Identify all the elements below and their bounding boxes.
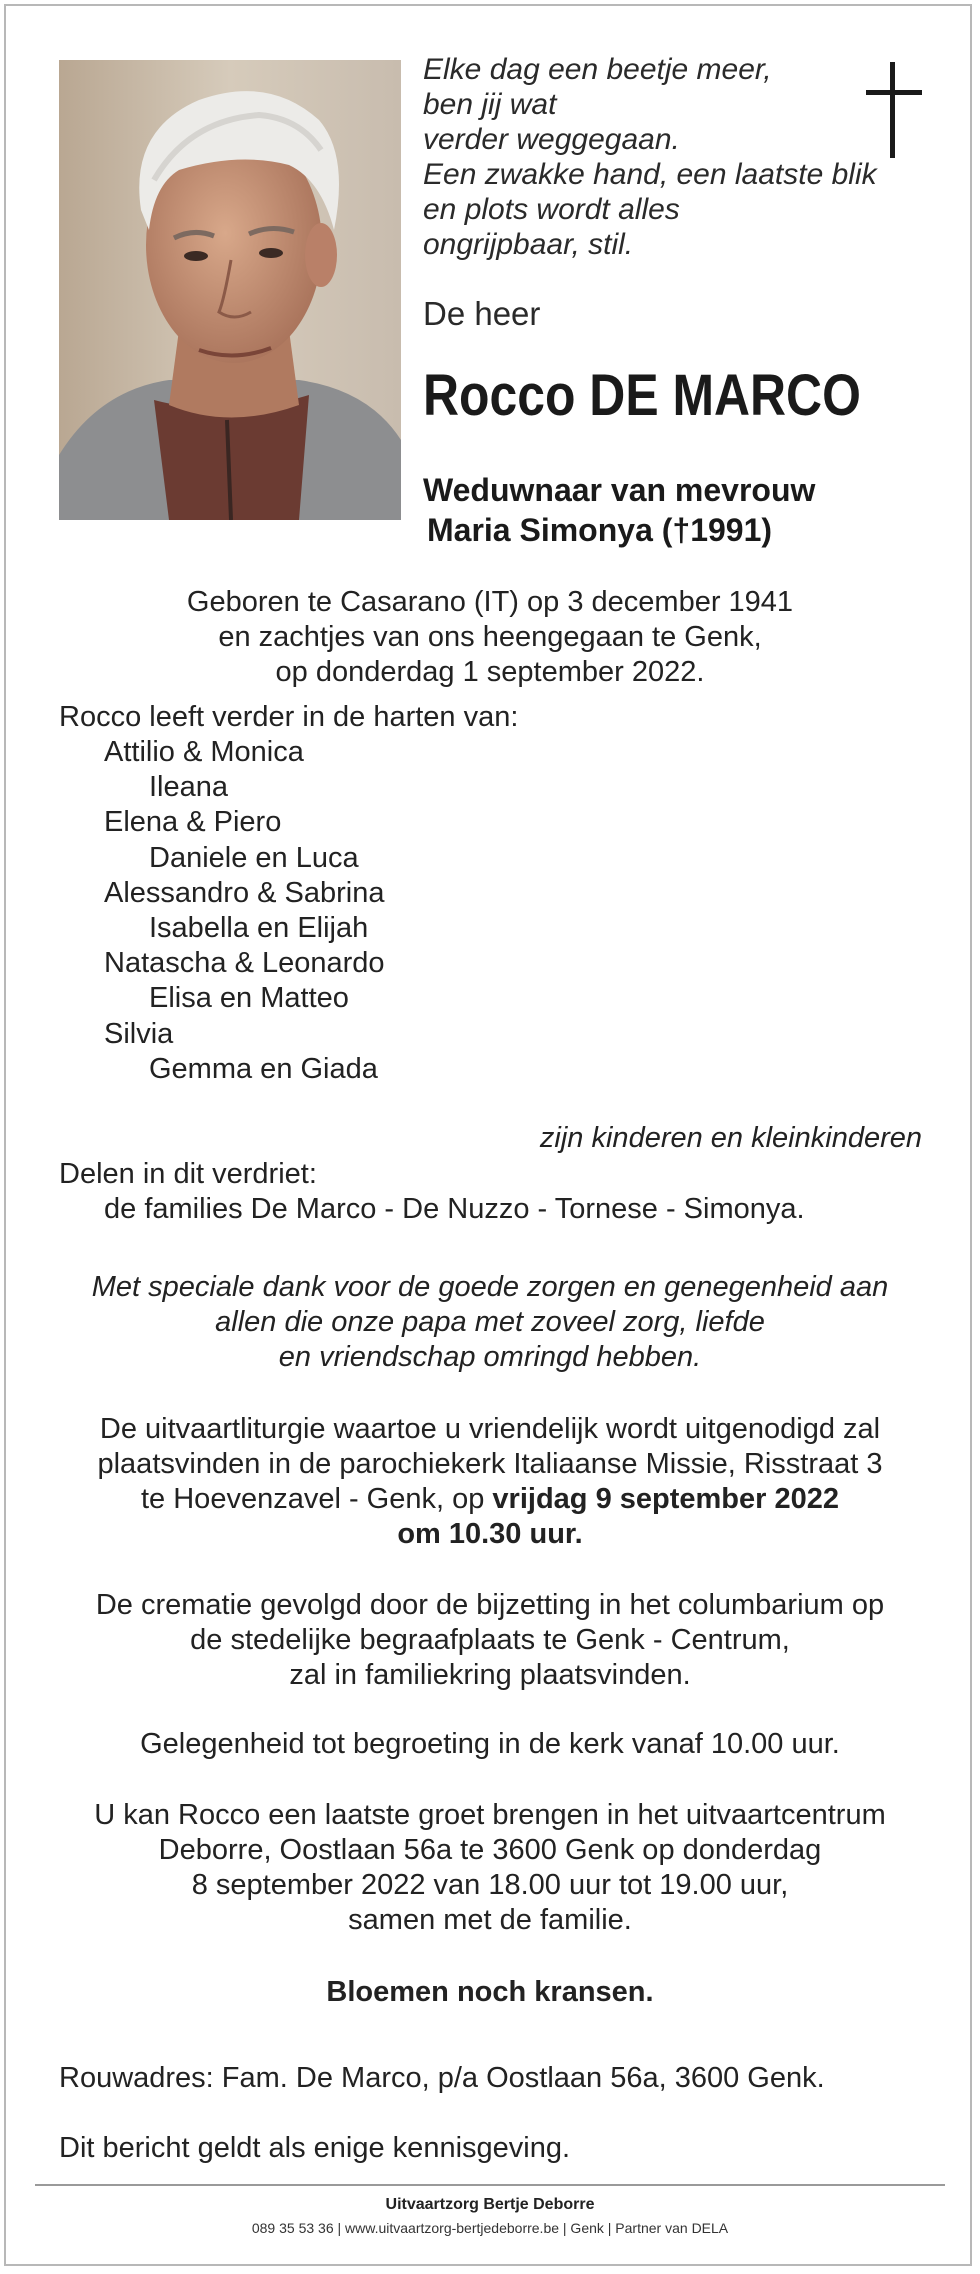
visit-info xyxy=(40,1798,940,1938)
cross-icon xyxy=(866,62,922,158)
footer-details: 089 35 53 36 | www.uitvaartzorg-bertjedeborre.be | Genk | Partner van DELA xyxy=(251,2220,729,2236)
visit-line: U kan Rocco een laatste groet brengen in het uitvaartcentrum xyxy=(94,1799,886,1831)
cremation-line: zal in familiekring plaatsvinden. xyxy=(289,1659,691,1691)
list-item: Alessandro & Sabrina xyxy=(104,876,385,909)
liturgy-line: plaatsvinden in de parochiekerk Italiaanse Missie, Risstraat 3 xyxy=(97,1448,883,1480)
survivors-list xyxy=(59,735,385,1087)
info-line: Geboren te Casarano (IT) op 3 december 1941 xyxy=(186,586,794,618)
liturgy-time: om 10.30 uur. xyxy=(397,1518,583,1550)
liturgy-line xyxy=(40,1482,940,1517)
poem-line: ongrijpbaar, stil. xyxy=(423,228,634,261)
footer-divider xyxy=(35,2184,945,2186)
widower-line: Weduwnaar van mevrouw xyxy=(423,472,816,508)
cremation-info xyxy=(40,1588,940,1693)
portrait-photo xyxy=(59,60,401,520)
cremation-line: de stedelijke begraafplaats te Genk - Centrum, xyxy=(190,1624,790,1656)
notice-text: Dit bericht geldt als enige kennisgeving. xyxy=(59,2132,571,2164)
list-item: Ileana xyxy=(149,771,229,804)
condolence-info: Gelegenheid tot begroeting in de kerk vanaf 10.00 uur. xyxy=(140,1728,840,1760)
thanks-line: allen die onze papa met zoveel zorg, liefde xyxy=(215,1306,765,1338)
poem-line: ben jij wat xyxy=(423,88,557,121)
list-item: Natascha & Leonardo xyxy=(104,947,385,980)
thanks-line: Met speciale dank voor de goede zorgen en genegenheid aan xyxy=(91,1271,889,1303)
grief-intro: Delen in dit verdriet: xyxy=(59,1158,317,1190)
poem-line: verder weggegaan. xyxy=(423,123,680,156)
widower-line: Maria Simonya (†1991) xyxy=(427,512,773,548)
honorific: De heer xyxy=(423,295,541,332)
info-line: op donderdag 1 september 2022. xyxy=(275,656,705,688)
mourning-address: Rouwadres: Fam. De Marco, p/a Oostlaan 56a, 3600 Genk. xyxy=(59,2062,825,2094)
visit-line: samen met de familie. xyxy=(348,1904,632,1936)
thanks-note xyxy=(40,1270,940,1375)
deceased-name: Rocco DE MARCO xyxy=(423,363,861,428)
liturgy-line: De uitvaartliturgie waartoe u vriendelijk wordt uitgenodigd zal xyxy=(99,1413,881,1445)
liturgy-info xyxy=(40,1412,940,1552)
list-item: Daniele en Luca xyxy=(149,841,359,874)
liturgy-text: te Hoevenzavel - Genk, op xyxy=(141,1483,493,1515)
footer-company: Uitvaartzorg Bertje Deborre xyxy=(385,2196,595,2213)
visit-line: Deborre, Oostlaan 56a te 3600 Genk op donderdag xyxy=(158,1834,822,1866)
info-line: en zachtjes van ons heengegaan te Genk, xyxy=(218,621,762,653)
liturgy-date: vrijdag 9 september 2022 xyxy=(492,1483,839,1515)
list-item: Attilio & Monica xyxy=(104,736,304,768)
birth-death-info xyxy=(40,585,940,690)
list-item: Elena & Piero xyxy=(104,806,282,839)
flowers-note: Bloemen noch kransen. xyxy=(326,1976,654,2008)
visit-line: 8 september 2022 van 18.00 uur tot 19.00 uur, xyxy=(191,1869,789,1901)
grief-families: de families De Marco - De Nuzzo - Tornese - Simonya. xyxy=(104,1193,805,1225)
cremation-line: De crematie gevolgd door de bijzetting in het columbarium op xyxy=(95,1589,885,1621)
survivors-intro: Rocco leeft verder in de harten van: xyxy=(59,701,519,733)
list-item: Silvia xyxy=(104,1017,174,1050)
list-item: Gemma en Giada xyxy=(149,1052,378,1085)
list-item: Elisa en Matteo xyxy=(149,982,349,1015)
poem-line: Elke dag een beetje meer, xyxy=(423,53,772,86)
list-item: Isabella en Elijah xyxy=(149,912,369,945)
poem-line: Een zwakke hand, een laatste blik xyxy=(423,158,877,191)
widower-note xyxy=(423,470,815,550)
thanks-line: en vriendschap omringd hebben. xyxy=(278,1341,702,1373)
poem xyxy=(423,52,877,262)
survivors-caption: zijn kinderen en kleinkinderen xyxy=(539,1122,922,1154)
poem-line: en plots wordt alles xyxy=(423,193,680,226)
